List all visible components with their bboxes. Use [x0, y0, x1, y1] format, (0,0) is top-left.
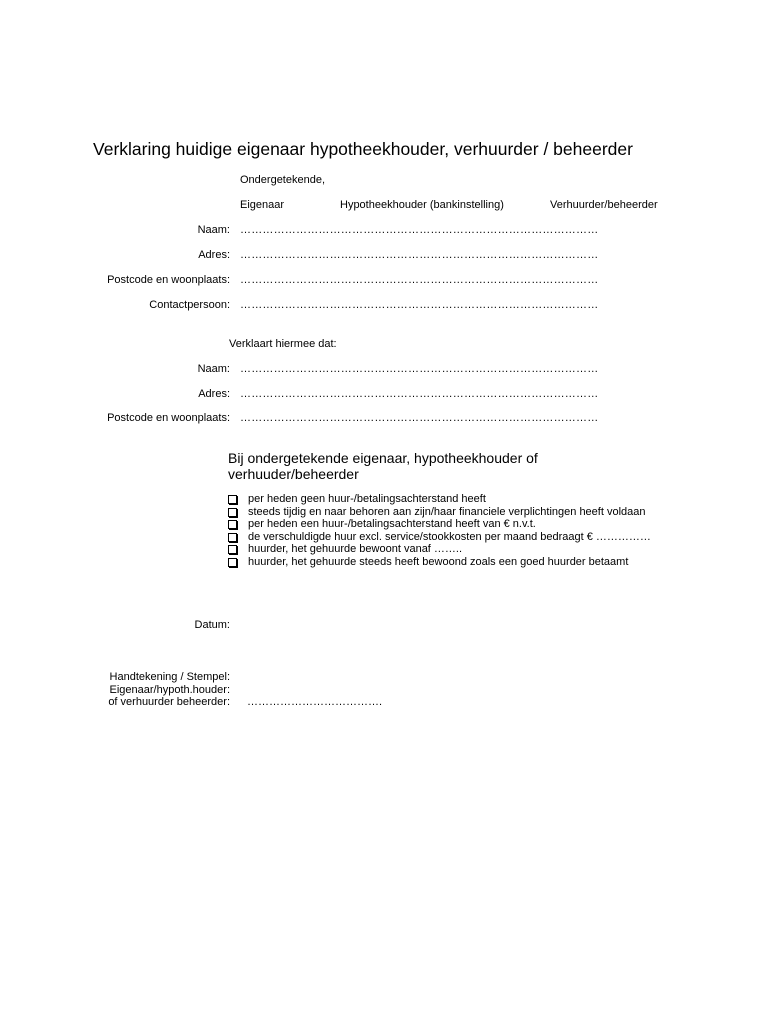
checkbox-icon[interactable] [228, 520, 237, 529]
signature-field[interactable]: ………………………………. [247, 696, 383, 708]
checklist-item[interactable] [226, 543, 678, 556]
s1-naam-field[interactable]: …………………………………………………………………………………… [240, 224, 599, 236]
role-mortgage-holder: Hypotheekhouder (bankinstelling) [340, 199, 504, 211]
statement-checklist [226, 493, 678, 569]
statement-heading: Bij ondergetekende eigenaar, hypotheekhouder of verhuuder/beheerder [228, 450, 538, 482]
checklist-item[interactable] [226, 506, 678, 519]
s2-postcode-label: Postcode en woonplaats: [107, 412, 230, 424]
declares-label: Verklaart hiermee dat: [229, 338, 337, 350]
checkbox-icon[interactable] [228, 558, 237, 567]
checkbox-icon[interactable] [228, 533, 237, 542]
checkbox-icon[interactable] [228, 495, 237, 504]
checklist-item-text: per heden een huur-/betalingsachterstand heeft van € n.v.t. [248, 518, 536, 531]
checklist-item-text: per heden geen huur-/betalingsachterstand heeft [248, 493, 486, 505]
s1-naam-label: Naam: [197, 224, 230, 236]
document-title: Verklaring huidige eigenaar hypotheekhouder, verhuurder / beheerder [93, 139, 633, 159]
checkbox-icon[interactable] [228, 508, 237, 517]
checkbox-icon[interactable] [228, 545, 237, 554]
checklist-item-text: huurder, het gehuurde bewoont vanaf …….. [248, 543, 463, 556]
checklist-item[interactable] [226, 531, 678, 544]
checklist-item-text: steeds tijdig en naar behoren aan zijn/haar financiele verplichtingen heeft voldaan [248, 505, 646, 518]
signature-line3: of verhuurder beheerder: [108, 696, 230, 708]
signature-line2: Eigenaar/hypoth.houder: [109, 683, 230, 696]
s1-contact-label: Contactpersoon: [149, 299, 230, 311]
s1-postcode-label: Postcode en woonplaats: [107, 274, 230, 286]
s2-naam-label: Naam: [197, 363, 230, 375]
s2-postcode-field[interactable]: …………………………………………………………………………………… [240, 412, 599, 424]
signature-labels [108, 671, 230, 709]
undersigned-label: Ondergetekende, [240, 174, 326, 186]
role-owner: Eigenaar [240, 199, 285, 211]
s2-adres-field[interactable]: …………………………………………………………………………………… [240, 388, 599, 400]
checklist-item-text: huurder, het gehuurde steeds heeft bewoond zoals een goed huurder betaamt [248, 555, 629, 568]
s2-naam-field[interactable]: …………………………………………………………………………………… [240, 363, 599, 375]
datum-label: Datum: [194, 619, 230, 631]
checklist-item[interactable] [226, 518, 678, 531]
role-landlord: Verhuurder/beheerder [550, 199, 658, 211]
s1-adres-label: Adres: [198, 249, 230, 261]
checklist-item[interactable] [226, 556, 678, 569]
checklist-item-text: de verschuldigde huur excl. service/stookkosten per maand bedraagt € …………… [248, 530, 651, 543]
signature-line1: Handtekening / Stempel: [109, 671, 230, 683]
s1-adres-field[interactable]: …………………………………………………………………………………… [240, 249, 599, 261]
checklist-item[interactable] [226, 493, 678, 506]
s1-contact-field[interactable]: …………………………………………………………………………………… [240, 299, 599, 311]
s1-postcode-field[interactable]: …………………………………………………………………………………… [240, 274, 599, 286]
s2-adres-label: Adres: [198, 388, 230, 400]
